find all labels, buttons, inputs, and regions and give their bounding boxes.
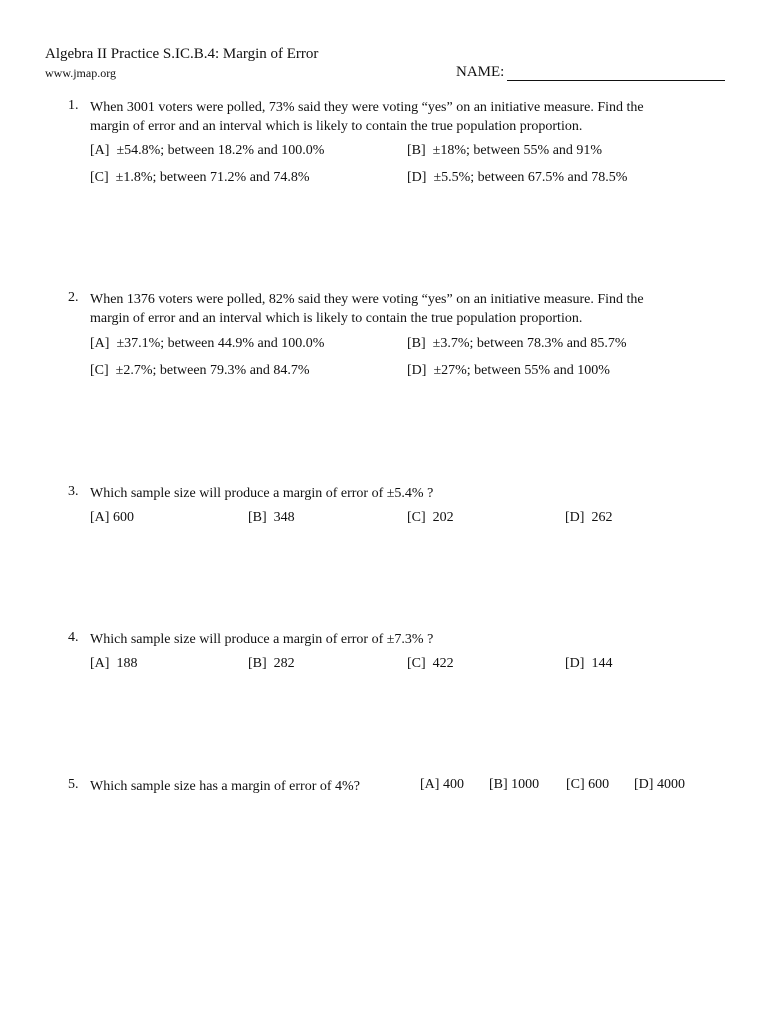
option-text: 600: [112, 510, 134, 525]
option-b[interactable]: [407, 143, 602, 159]
option-label: [A]: [90, 510, 110, 525]
option-label: [C]: [407, 656, 426, 671]
option-a[interactable]: [90, 510, 134, 526]
option-label: [D]: [407, 170, 427, 185]
option-b[interactable]: [489, 777, 539, 793]
question-number: 3.: [68, 484, 79, 499]
option-label: [D]: [565, 656, 585, 671]
option-label: [C]: [90, 363, 109, 378]
option-text: 262: [591, 510, 613, 525]
option-text: ±5.5%; between 67.5% and 78.5%: [433, 170, 628, 185]
option-label: [A]: [420, 777, 440, 792]
option-c[interactable]: [90, 170, 310, 186]
option-label: [A]: [90, 656, 110, 671]
option-a[interactable]: [90, 143, 324, 159]
option-label: [D]: [634, 777, 654, 792]
option-c[interactable]: [90, 363, 310, 379]
option-a[interactable]: [90, 336, 324, 352]
option-label: [B]: [407, 143, 426, 158]
option-label: [B]: [248, 656, 267, 671]
question-text-line1: Which sample size will produce a margin of error of ±5.4% ?: [90, 486, 434, 501]
option-label: [B]: [489, 777, 508, 792]
name-field-line[interactable]: [507, 80, 725, 81]
option-text: ±27%; between 55% and 100%: [433, 363, 610, 378]
option-d[interactable]: [634, 777, 685, 793]
question-text-line2: margin of error and an interval which is likely to contain the true population proportion.: [90, 119, 583, 134]
site-url: www.jmap.org: [45, 66, 116, 80]
option-b[interactable]: [248, 510, 295, 526]
option-text: 188: [116, 656, 138, 671]
option-label: [C]: [407, 510, 426, 525]
option-label: [B]: [248, 510, 267, 525]
option-a[interactable]: [90, 656, 137, 672]
question-number: 5.: [68, 777, 79, 792]
option-text: 400: [442, 777, 464, 792]
option-c[interactable]: [566, 777, 609, 793]
option-b[interactable]: [407, 336, 627, 352]
option-d[interactable]: [407, 363, 610, 379]
option-text: ±2.7%; between 79.3% and 84.7%: [115, 363, 310, 378]
option-text: 1000: [511, 777, 540, 792]
option-text: 422: [432, 656, 454, 671]
option-text: 348: [273, 510, 295, 525]
question-text-line1: When 1376 voters were polled, 82% said they were voting “yes” on an initiative measure. Find the: [90, 292, 644, 307]
question-number: 4.: [68, 630, 79, 645]
option-label: [D]: [407, 363, 427, 378]
question-text-line2: margin of error and an interval which is likely to contain the true population proportion.: [90, 311, 583, 326]
option-b[interactable]: [248, 656, 295, 672]
option-c[interactable]: [407, 510, 454, 526]
option-text: 282: [273, 656, 295, 671]
option-label: [B]: [407, 336, 426, 351]
question-text-line1: Which sample size will produce a margin of error of ±7.3% ?: [90, 632, 434, 647]
question-text-line1: When 3001 voters were polled, 73% said they were voting “yes” on an initiative measure. Find the: [90, 100, 644, 115]
name-label: NAME:: [456, 64, 505, 80]
option-label: [C]: [566, 777, 585, 792]
option-label: [A]: [90, 336, 110, 351]
option-text: ±37.1%; between 44.9% and 100.0%: [116, 336, 325, 351]
option-a[interactable]: [420, 777, 464, 793]
option-text: ±3.7%; between 78.3% and 85.7%: [432, 336, 627, 351]
option-label: [C]: [90, 170, 109, 185]
option-text: 4000: [656, 777, 685, 792]
option-d[interactable]: [407, 170, 627, 186]
option-text: ±54.8%; between 18.2% and 100.0%: [116, 143, 325, 158]
option-c[interactable]: [407, 656, 454, 672]
page-title: Algebra II Practice S.IC.B.4: Margin of Error: [45, 46, 319, 62]
option-d[interactable]: [565, 510, 612, 526]
option-d[interactable]: [565, 656, 612, 672]
option-text: 144: [591, 656, 613, 671]
question-number: 1.: [68, 98, 79, 113]
option-text: 202: [432, 510, 454, 525]
option-text: ±18%; between 55% and 91%: [432, 143, 603, 158]
option-text: ±1.8%; between 71.2% and 74.8%: [115, 170, 310, 185]
question-number: 2.: [68, 290, 79, 305]
option-label: [D]: [565, 510, 585, 525]
option-text: 600: [588, 777, 610, 792]
option-label: [A]: [90, 143, 110, 158]
question-text-line1: Which sample size has a margin of error of 4%?: [90, 779, 360, 794]
